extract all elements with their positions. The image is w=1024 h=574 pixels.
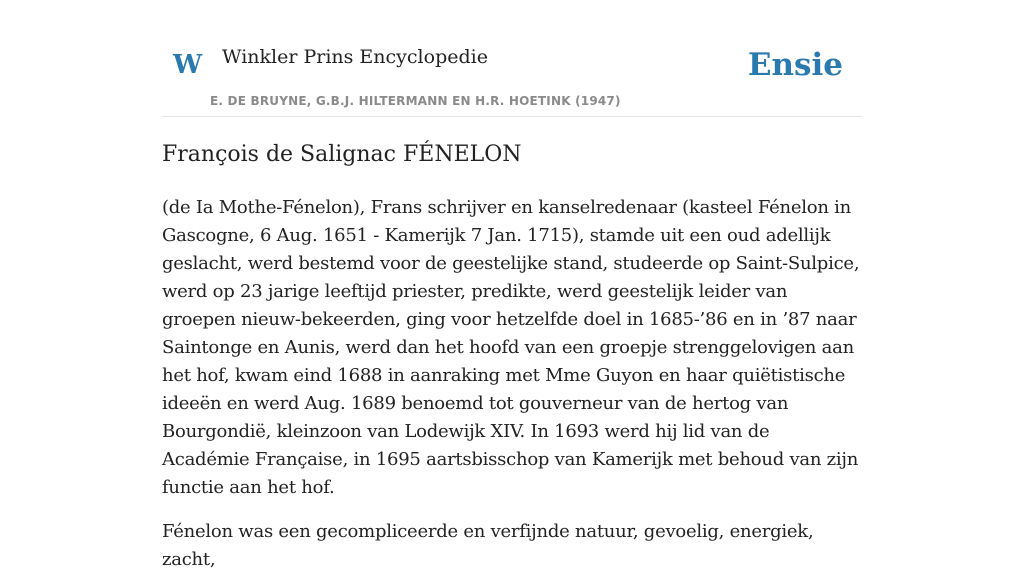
article <box>162 138 862 574</box>
source-logo[interactable]: W <box>173 50 203 80</box>
article-paragraph: Fénelon was een gecompliceerde en verfijnde natuur, gevoelig, energiek, zacht, <box>162 521 814 570</box>
source-authors: E. DE BRUYNE, G.B.J. HILTERMANN EN H.R. HOETINK (1947) <box>210 94 621 108</box>
source-header <box>162 0 862 117</box>
article-title: François de Salignac FÉNELON <box>162 142 522 167</box>
brand-logo[interactable]: Ensie <box>747 47 843 83</box>
source-title[interactable]: Winkler Prins Encyclopedie <box>222 46 488 68</box>
article-paragraph: (de Ia Mothe-Fénelon), Frans schrijver en kanselredenaar (kasteel Fénelon in Gascogne, 6 Aug. 1651 - Kamerijk 7 Jan. 1715), stamde uit een oud adellijk geslacht, werd bestemd voor de geestelijke stand, studeerde op Saint-Sulpice, werd op 23 jarige leeftijd priester, predikte, werd geestelijk leider van groepen nieuw-bekeerden, ging voor hetzelfde doel in 1685-’86 en in ’87 naar Saintonge en Aunis, werd dan het hoofd van een groepje strenggelovigen aan het hof, kwam eind 1688 in aanraking met Mme Guyon en haar quiëtistische ideeën en werd Aug. 1689 benoemd tot gouverneur van de hertog van Bourgondië, kleinzoon van Lodewijk XIV. In 1693 werd hij lid van de Académie Française, in 1695 aartsbisschop van Kamerijk met behoud van zijn functie aan het hof. <box>162 197 860 498</box>
